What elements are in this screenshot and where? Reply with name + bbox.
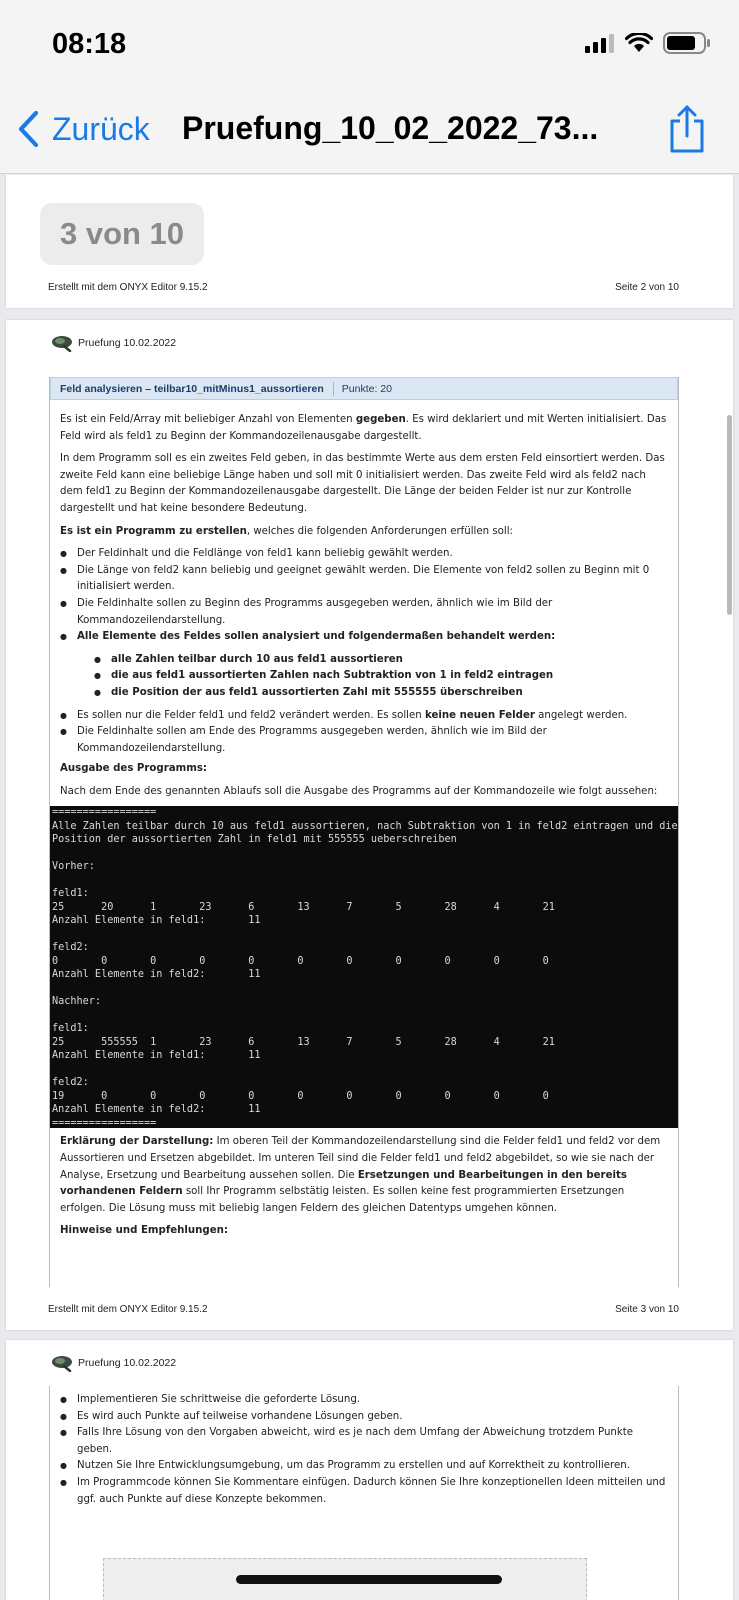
page-header-title: Pruefung 10.02.2022 — [78, 1357, 177, 1369]
hints-heading: Hinweise und Empfehlungen: — [60, 1225, 228, 1237]
task-box-continued — [49, 1386, 679, 1600]
list-item: ● Im Programmcode können Sie Kommentare einfügen. Dadurch können Sie Ihre konzeptionellen Ideen mitteilen und ggf. auch Punkte auf diese Konzepte bekommen. — [60, 1475, 668, 1508]
page-header — [50, 334, 176, 352]
list-item: ● Implementieren Sie schrittweise die geforderte Lösung. — [60, 1392, 668, 1409]
navigation-bar — [0, 92, 739, 174]
list-item: ● Die Feldinhalte sollen zu Beginn des Programms ausgegeben werden, ähnlich wie im Bild der Kommandozeilendarstellung. — [60, 596, 668, 629]
task-points: Punkte: 20 — [341, 382, 392, 395]
page-footer-left: Erstellt mit dem ONYX Editor 9.15.2 — [48, 1304, 208, 1315]
task-title: Feld analysieren – teilbar10_mitMinus1_aussortieren — [51, 382, 334, 396]
list-item: ● Die Länge von feld2 kann beliebig und geeignet gewählt werden. Die Elemente von feld2 sollen zu Beginn mit 0 initialisiert werden. — [60, 563, 668, 596]
list-item: ● die aus feld1 aussortierten Zahlen nach Subtraktion von 1 in feld2 eintragen — [94, 668, 668, 685]
status-icons — [585, 32, 711, 54]
chevron-left-icon — [16, 110, 40, 148]
onyx-logo-icon — [50, 334, 74, 352]
list-item: ● Es wird auch Punkte auf teilweise vorhandene Lösungen geben. — [60, 1409, 668, 1426]
sub-requirements-list — [94, 652, 668, 702]
list-item: ● Nutzen Sie Ihre Entwicklungsumgebung, um das Programm zu erstellen und auf Korrektheit zu kontrollieren. — [60, 1458, 668, 1475]
cellular-signal-icon — [585, 33, 615, 53]
share-button[interactable] — [667, 104, 707, 159]
list-item: ● Falls Ihre Lösung von den Vorgaben abweicht, wird es je nach dem Umfang der Abweichung trotzdem Punkte geben. — [60, 1425, 668, 1458]
list-item: ● Alle Elemente des Feldes sollen analysiert und folgendermaßen behandelt werden: ● alle Zahlen teilbar durch 10 aus feld1 aussortieren ● die aus feld1 aussortierten Zahlen nach Subtraktion von 1 in feld2 eintragen ● die Position der aus feld1 aussortierten Zahl mit 555555 überschreiben — [60, 629, 668, 701]
console-output-image: ================= Alle Zahlen teilbar durch 10 aus feld1 aussortieren, nach Subtraktion von 1 in feld2 eintragen und die Position der aussortierten Zahl in feld1 mit 555555 ueberschreiben Vorher: feld1: 25 20 1 23 6 13 7 5 28 4 21 Anzahl Elemente in feld1: 11 feld2: 0 0 0 0 0 0 0 0 0 0 0 Anzahl Elemente in feld2: 11 Nachher: feld1: 25 555555 1 23 6 13 7 5 28 4 21 Anzahl Elemente in feld1: 11 feld2: 19 0 0 0 0 0 0 0 0 0 0 Anzahl Elemente in feld2: 11 ================= — [52, 807, 678, 1129]
output-intro: Nach dem Ende des genannten Ablaufs soll die Ausgabe des Programms auf der Kommandozeile wie folgt aussehen: — [60, 785, 658, 797]
output-heading: Ausgabe des Programms: — [60, 763, 207, 775]
page-header-title: Pruefung 10.02.2022 — [78, 337, 177, 349]
wifi-icon — [625, 33, 653, 53]
pdf-page-2 — [6, 175, 733, 308]
back-label: Zurück — [52, 110, 150, 147]
paragraph-requirements-intro: Es ist ein Programm zu erstellen, welches die folgenden Anforderungen erfüllen soll: — [60, 525, 513, 537]
list-item: ● die Position der aus feld1 aussortierten Zahl mit 555555 überschreiben — [94, 685, 668, 702]
list-item: ● Die Feldinhalte sollen am Ende des Programms ausgegeben werden, ähnlich wie im Bild der Kommandozeilendarstellung. — [60, 724, 668, 757]
page-footer-left: Erstellt mit dem ONYX Editor 9.15.2 — [48, 282, 208, 293]
page-header — [50, 1354, 176, 1372]
back-button[interactable] — [16, 110, 150, 148]
home-indicator[interactable] — [236, 1575, 502, 1584]
requirements-list — [60, 546, 668, 757]
pdf-page-3 — [6, 320, 733, 1330]
paragraph-intro: Es ist ein Feld/Array mit beliebiger Anzahl von Elementen gegeben. Es wird deklariert und mit Werten initialisiert. Das Feld wird als feld1 zu Beginn der Kommandozeilenausgabe dargestellt. — [60, 414, 667, 442]
page-indicator: 3 von 10 — [40, 203, 204, 265]
page-footer-right: Seite 3 von 10 — [615, 1304, 679, 1315]
status-bar — [0, 0, 739, 92]
task-box — [49, 377, 679, 1287]
list-item: ● Der Feldinhalt und die Feldlänge von feld1 kann beliebig gewählt werden. — [60, 546, 668, 563]
paragraph-explanation: Erklärung der Darstellung: Im oberen Teil der Kommandozeilendarstellung sind die Felder feld1 und feld2 vor dem Aussortieren und Ersetzen abgebildet. Im unteren Teil sind die Felder feld1 und feld2 abgebildet, so wie sie nach der Analyse, Ersetzung und Bearbeitung aussehen sollen. Die Ersetzungen und Bearbeitungen in den bereits vorhandenen Feldern soll Ihr Programm selbstätig leisten. Es sollen keine fest programmierten Ersetzungen erfolgen. Die Lösung muss mit beliebig langen Feldern des gleichen Datentyps umgehen können. — [60, 1136, 661, 1214]
pdf-page-4 — [6, 1340, 733, 1600]
task-header — [50, 377, 678, 400]
status-time: 08:18 — [52, 28, 127, 60]
list-item: ● Es sollen nur die Felder feld1 und feld2 verändert werden. Es sollen keine neuen Felder angelegt werden. — [60, 708, 668, 725]
paragraph-second-field: In dem Programm soll es ein zweites Feld geben, in das bestimmte Werte aus dem ersten Feld einsortiert werden. Das zweite Feld kann eine beliebige Länge haben und soll mit 0 initialisiert werden. Das zweite Feld wird als feld2 nach dem feld1 zu Beginn der Kommandozeilenausgabe dargestellt. Die Länge der beiden Felder ist nur zur Kontrolle dargestellt und hat keine besondere Bedeutung. — [60, 453, 665, 514]
share-icon — [667, 104, 707, 154]
scrollbar[interactable] — [727, 415, 732, 615]
list-item: ● alle Zahlen teilbar durch 10 aus feld1 aussortieren — [94, 652, 668, 669]
document-viewer[interactable] — [0, 175, 739, 1600]
document-title: Pruefung_10_02_2022_73... — [182, 110, 599, 146]
task-body — [50, 400, 678, 1240]
onyx-logo-icon — [50, 1354, 74, 1372]
page-footer-right: Seite 2 von 10 — [615, 282, 679, 293]
hints-list — [60, 1392, 668, 1508]
task-body — [50, 1386, 678, 1508]
battery-icon — [663, 32, 711, 54]
